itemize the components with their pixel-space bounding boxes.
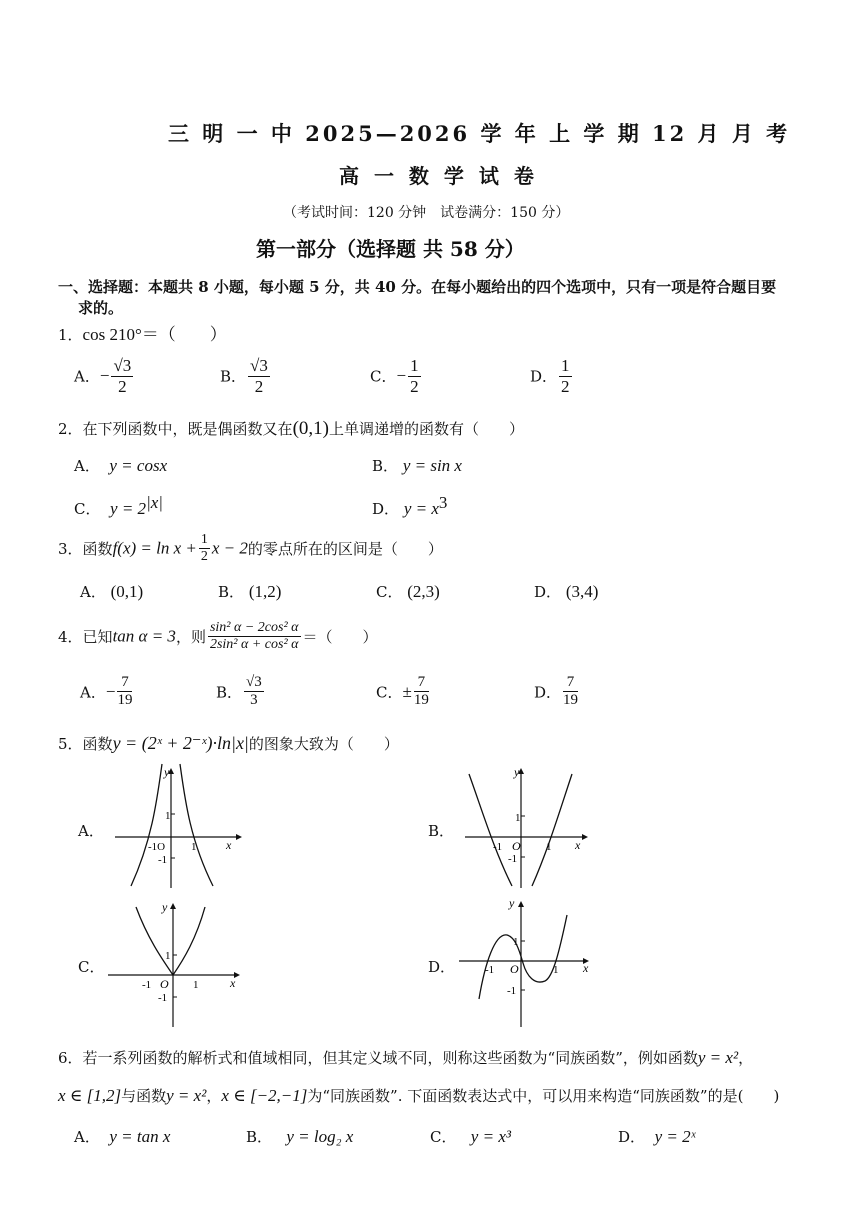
minus-sign: − <box>99 366 110 386</box>
question-number: 2． <box>58 420 83 438</box>
question-stem-mid: ，则 <box>175 628 206 647</box>
interval: (0,1) <box>292 418 329 439</box>
option-value: (1,2) <box>248 582 282 601</box>
option-expression: y = log₂ x <box>286 1127 354 1146</box>
question-2 <box>58 418 524 440</box>
fraction-denominator: 2 <box>561 376 570 396</box>
question-number: 6． <box>58 1049 83 1067</box>
punctuation: ， <box>738 1049 754 1067</box>
x-label: x <box>230 976 236 990</box>
option-label: D． <box>372 500 400 518</box>
tick-label: -1 <box>485 964 495 976</box>
curve-right <box>532 774 572 886</box>
q3-option-c <box>376 581 440 602</box>
option-expression: y = x <box>403 499 439 518</box>
curve-left <box>136 907 173 975</box>
minus-sign: − <box>396 366 407 386</box>
option-label: B． <box>216 683 243 702</box>
tick-label: -1 <box>493 841 503 853</box>
q1-option-a <box>74 356 135 396</box>
tick-label: 1 <box>193 979 199 991</box>
origin-label: O <box>510 962 519 976</box>
sign: − <box>105 681 116 701</box>
tick-label: 1 <box>546 841 552 853</box>
q3-option-d <box>534 581 598 602</box>
tick-label: 1 <box>553 964 559 976</box>
option-label: C． <box>74 500 101 518</box>
origin-label: -1O <box>148 841 166 853</box>
option-label: A． <box>80 583 106 601</box>
q4-option-a <box>80 674 134 710</box>
option-label: A． <box>74 1128 100 1146</box>
q1-option-b <box>220 356 272 396</box>
fraction-numerator: 7 <box>117 674 132 692</box>
question-stem: cos 210°＝（ ） <box>82 325 227 344</box>
option-expression: y = cosx <box>109 456 168 475</box>
question-stem: 函数 <box>82 540 113 559</box>
option-value: (3,4) <box>565 582 599 601</box>
q4-option-c <box>376 674 431 710</box>
question-stem-tail: 的图象大致为（ ） <box>248 735 399 753</box>
x-axis-arrow-icon <box>236 834 242 840</box>
given-condition: tan α = 3 <box>112 626 176 646</box>
fraction-numerator: √3 <box>250 356 268 375</box>
curve <box>479 915 567 999</box>
function-tail: x − 2 <box>211 538 248 558</box>
sign: ± <box>402 681 412 701</box>
option-label: C． <box>430 1128 457 1146</box>
q1-option-c <box>370 356 423 396</box>
question-stem: 函数 <box>82 735 113 753</box>
option-label: A． <box>80 683 106 702</box>
graph-d-label: D． <box>428 958 456 976</box>
exam-subtitle: 高 一 数 学 试 卷 <box>339 164 538 188</box>
function-expression: f(x) = ln x + <box>112 538 197 558</box>
y-label: y <box>514 765 520 779</box>
option-expression: y = 2ˣ <box>654 1127 696 1146</box>
graph-a-label: A． <box>78 822 104 840</box>
option-label: A． <box>74 367 100 386</box>
origin-label: O <box>160 977 169 991</box>
option-label: B． <box>220 367 247 386</box>
option-label: A． <box>74 457 100 475</box>
option-expression: y = x³ <box>470 1127 511 1146</box>
q4-option-d <box>534 674 580 710</box>
fraction-denominator: 19 <box>117 692 133 709</box>
option-label: B． <box>218 583 245 601</box>
exam-info: （考试时间：120 分钟 试卷满分：150 分） <box>283 205 570 221</box>
tick-label: -1 <box>158 992 168 1004</box>
tick-label: -1 <box>142 979 152 991</box>
question-stem: 与函数 <box>121 1087 167 1105</box>
exponent: 3 <box>438 493 448 512</box>
exponent: |x| <box>146 493 163 512</box>
curve-right <box>173 907 205 975</box>
tick-label: -1 <box>158 854 168 866</box>
question-stem: 若一系列函数的解析式和值域相同，但其定义域不同，则称这些函数为“同族函数”，例如函数 <box>82 1049 698 1067</box>
fraction-numerator: √3 <box>244 674 264 692</box>
fraction-denominator: 2 <box>118 376 127 396</box>
x-label: x <box>583 961 589 975</box>
graph-a <box>110 760 250 892</box>
question-number: 3． <box>58 540 83 559</box>
question-5 <box>58 733 399 754</box>
tick-label: -1 <box>507 985 517 997</box>
q6-option-c <box>430 1126 511 1147</box>
q1-option-d <box>530 356 574 396</box>
graph-c <box>104 895 249 1030</box>
q4-option-b <box>216 674 266 710</box>
tick-label: 1 <box>165 810 171 822</box>
q2-option-c <box>74 493 163 519</box>
option-expression: y = sin x <box>402 456 462 475</box>
option-expression: y = 2 <box>110 499 147 518</box>
fraction-denominator: 19 <box>563 692 579 709</box>
fraction-denominator: 2 <box>254 376 264 396</box>
question-3 <box>58 532 443 565</box>
option-value: (2,3) <box>407 582 440 601</box>
part-heading: 第一部分（选择题 共 58 分） <box>256 237 525 261</box>
question-6-line-2 <box>58 1085 779 1106</box>
fraction-denominator: 2 <box>410 376 419 396</box>
option-expression: y = tan x <box>109 1127 171 1146</box>
example-expression: y = x² <box>697 1048 739 1067</box>
option-label: B． <box>372 457 399 475</box>
tick-label: 1 <box>513 936 519 948</box>
q2-option-d <box>372 493 447 519</box>
fraction-numerator: 7 <box>563 674 578 692</box>
option-label: C． <box>370 367 397 386</box>
tick-label: 1 <box>191 841 197 853</box>
graph-b-label: B． <box>428 822 455 840</box>
domain-expression: x ∈ [1,2] <box>58 1086 122 1105</box>
graph-c-label: C． <box>78 958 105 976</box>
fraction-numerator: sin² α − 2cos² α <box>208 620 301 637</box>
question-number: 1． <box>58 326 83 344</box>
question-4 <box>58 620 378 653</box>
exam-title: 三 明 一 中 2025—2026 学 年 上 学 期 12 月 月 考 <box>168 121 791 146</box>
fraction-denominator: 19 <box>413 692 429 709</box>
fraction-numerator: 1 <box>561 356 570 375</box>
section-heading-cont: 求的。 <box>78 299 124 317</box>
q6-option-b <box>246 1126 353 1147</box>
y-label: y <box>162 900 168 914</box>
question-stem: 已知 <box>82 628 113 647</box>
question-number: 5． <box>58 735 83 753</box>
x-label: x <box>226 838 232 852</box>
tick-label: 1 <box>165 950 171 962</box>
y-label: y <box>164 765 170 779</box>
example-expression: y = x² <box>166 1086 207 1105</box>
question-6 <box>58 1047 753 1068</box>
option-label: B． <box>246 1128 273 1146</box>
punctuation: ， <box>206 1087 222 1105</box>
x-label: x <box>575 838 581 852</box>
graph-b <box>460 760 600 892</box>
question-stem: 在下列函数中，既是偶函数又在 <box>82 420 293 438</box>
curve-left <box>131 764 162 886</box>
curve-left <box>469 774 512 886</box>
fraction-numerator: 1 <box>199 532 210 549</box>
option-label: D． <box>618 1128 646 1146</box>
option-value: (0,1) <box>110 582 144 601</box>
graph-d <box>455 893 600 1030</box>
q6-option-d <box>618 1126 695 1147</box>
question-1 <box>58 320 227 345</box>
tick-label: -1 <box>508 853 518 865</box>
question-stem-tail: 为“同族函数”. 下面函数表达式中，可以用来构造“同族函数”的是( ) <box>307 1087 780 1105</box>
y-axis-arrow-icon <box>518 901 524 907</box>
fraction-denominator: 3 <box>250 692 258 709</box>
q3-option-b <box>218 581 281 602</box>
y-axis-arrow-icon <box>170 903 176 909</box>
fraction-numerator: 7 <box>414 674 429 692</box>
fraction-numerator: 1 <box>410 356 419 375</box>
y-label: y <box>509 896 515 910</box>
option-label: D． <box>534 583 562 601</box>
fraction-denominator: 2sin² α + cos² α <box>209 637 299 653</box>
q2-option-b <box>372 455 462 476</box>
q6-option-a <box>74 1126 170 1147</box>
fraction-numerator: √3 <box>113 356 132 375</box>
q3-option-a <box>80 581 143 602</box>
question-number: 4． <box>58 628 83 647</box>
option-label: D． <box>534 683 562 702</box>
domain-expression: x ∈ [−2,−1] <box>221 1086 308 1105</box>
x-axis-arrow-icon <box>582 834 588 840</box>
section-heading: 一、选择题：本题共 8 小题，每小题 5 分，共 40 分。在每小题给出的四个选项中，只有一项是符合题目要 <box>58 278 777 296</box>
option-label: C． <box>376 583 403 601</box>
tick-label: 1 <box>515 812 521 824</box>
option-label: C． <box>376 683 403 702</box>
question-stem-tail: 的零点所在的区间是（ ） <box>247 540 443 559</box>
question-stem-tail: 上单调递增的函数有（ ） <box>328 420 524 438</box>
q2-option-a <box>74 455 167 476</box>
option-label: D． <box>530 367 558 386</box>
function-expression: y = (2ˣ + 2⁻ˣ)·ln|x| <box>112 733 249 753</box>
origin-label: O <box>512 839 521 853</box>
question-stem-tail: ＝（ ） <box>302 628 378 647</box>
fraction-denominator: 2 <box>200 549 208 565</box>
curve-right <box>180 764 213 886</box>
